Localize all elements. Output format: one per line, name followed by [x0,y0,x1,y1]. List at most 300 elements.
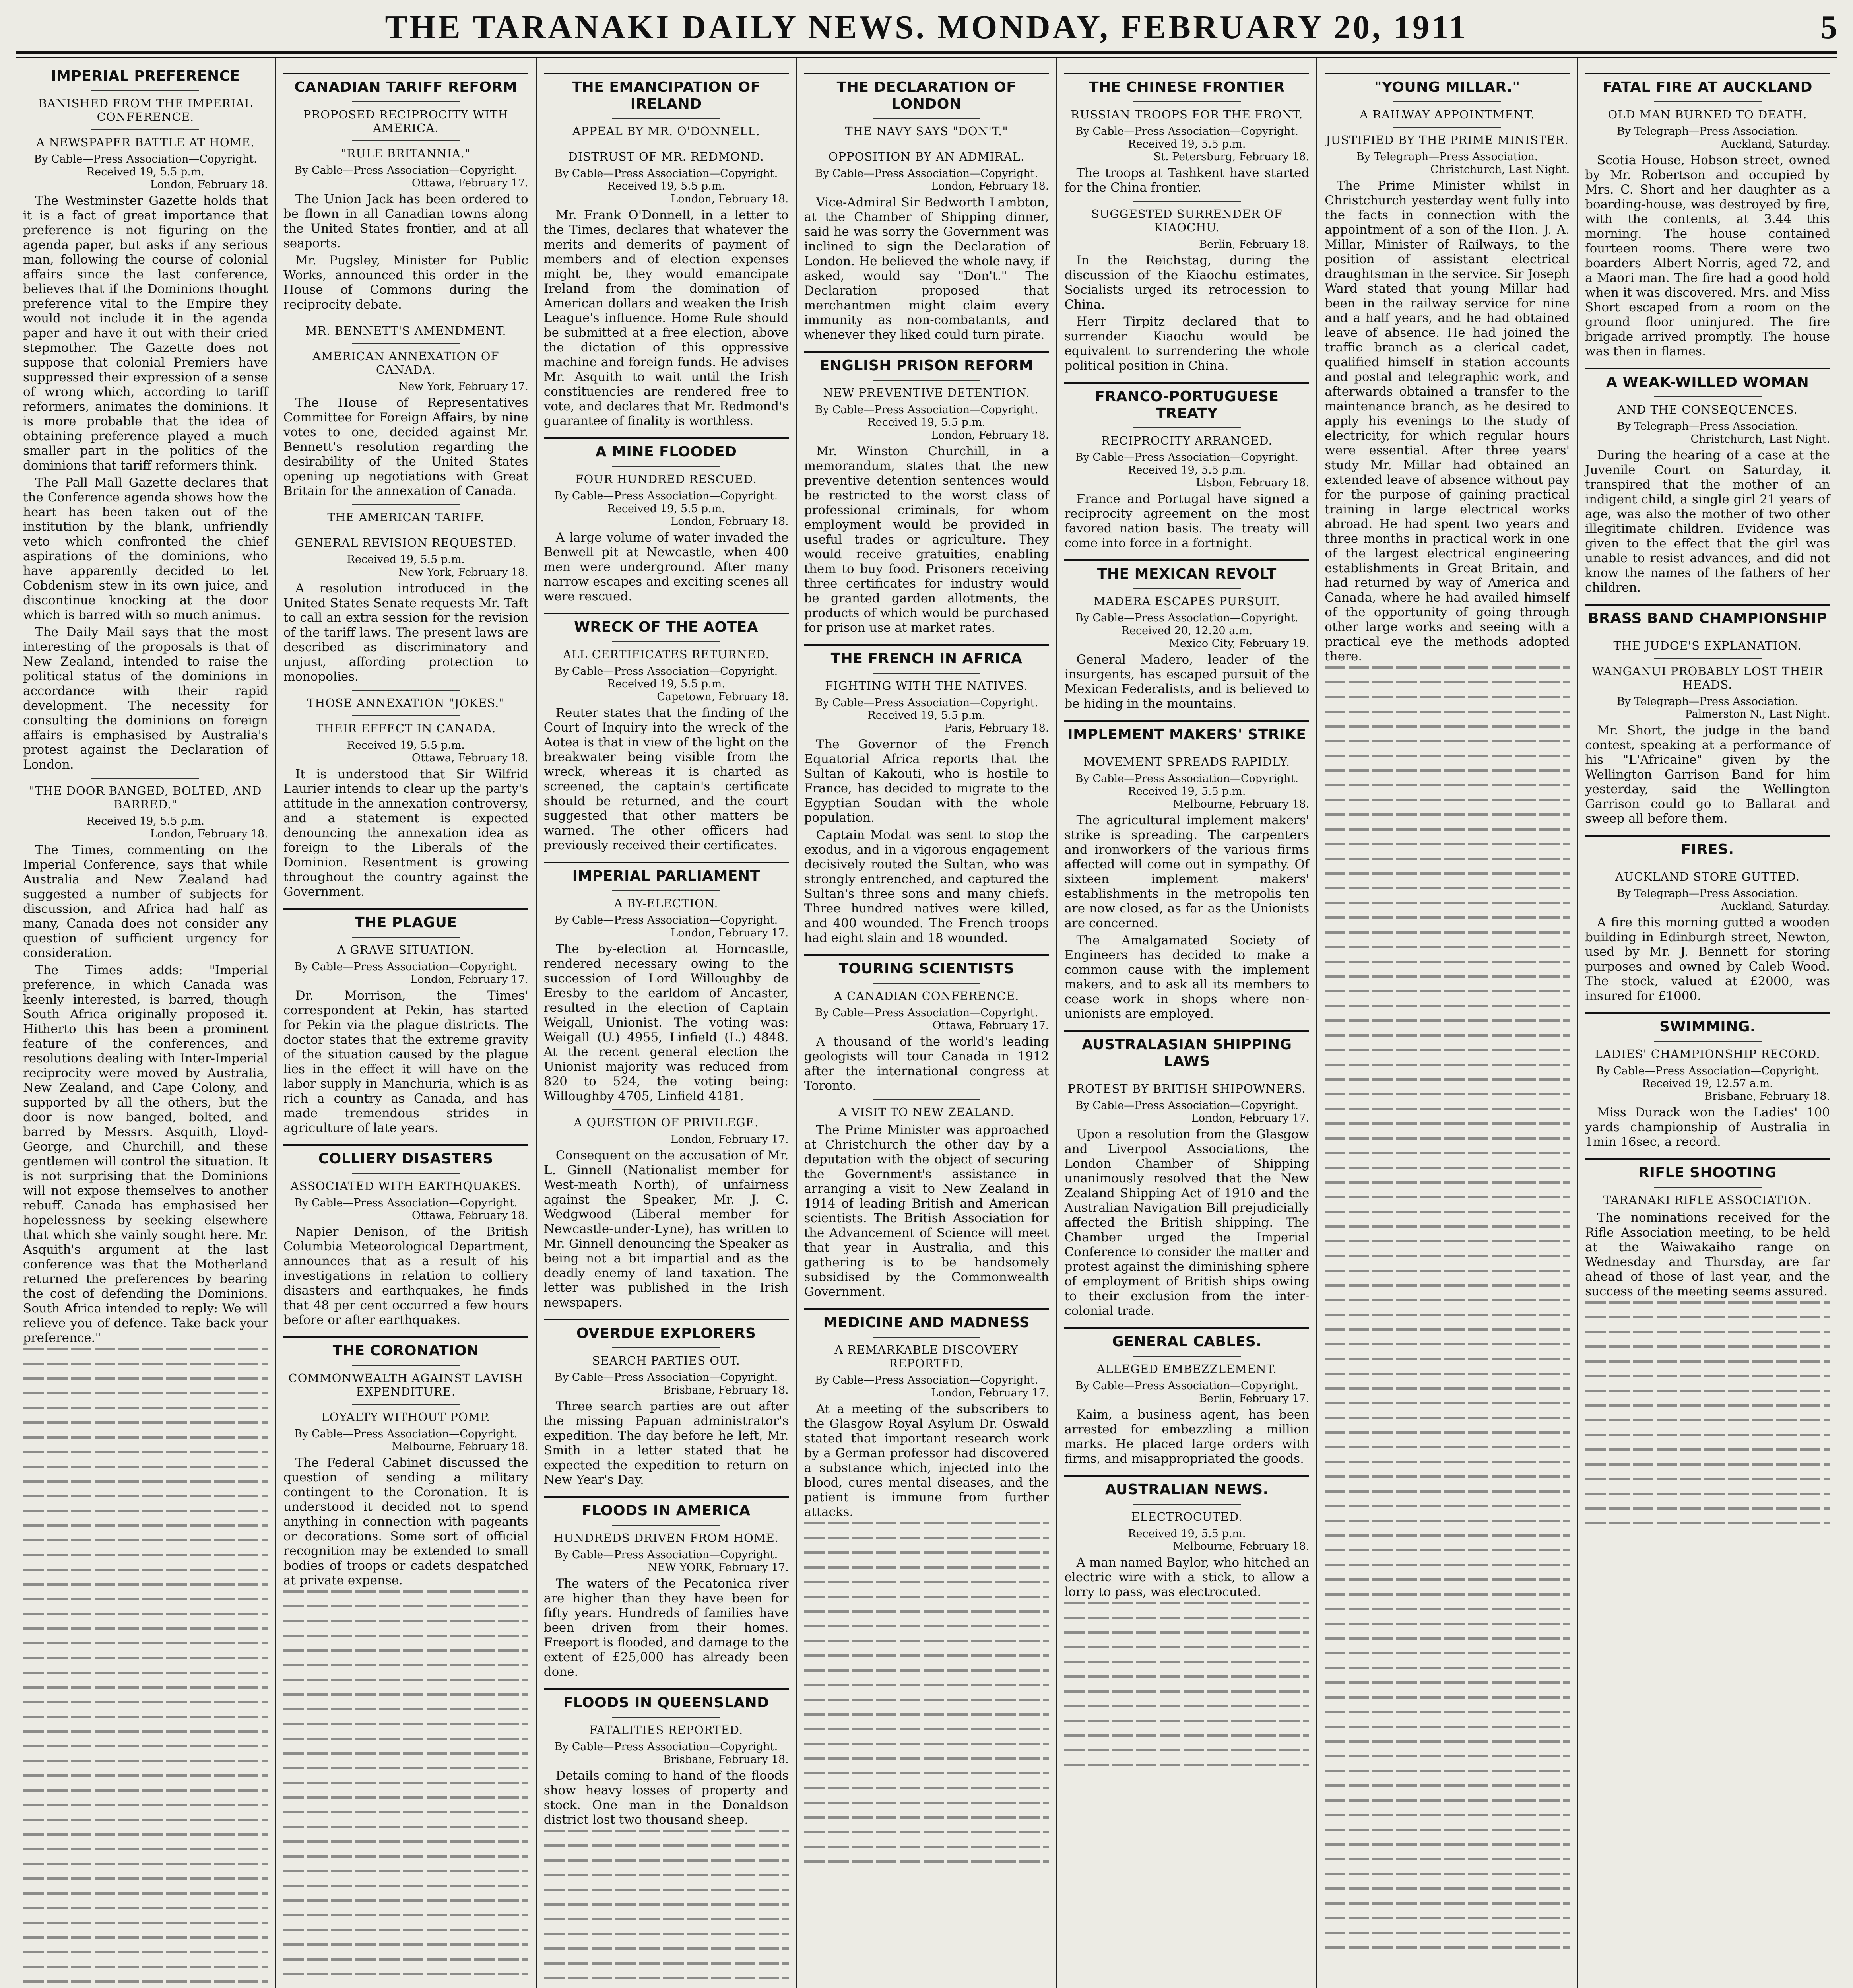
text-line [1585,1331,1830,1333]
text-line [1325,1034,1570,1037]
article-subhead: ASSOCIATED WITH EARTHQUAKES. [290,1179,521,1193]
text-line [1325,1299,1570,1301]
article [283,318,528,499]
article-paragraph: France and Portugal have signed a reciprocity agreement on the most favored nation basis. The treaty will come into force in a fortnight. [1064,492,1310,550]
article-dateline: New York, February 17. [398,381,528,393]
text-line [1064,1734,1309,1737]
subhead-rule [1133,588,1241,589]
text-line [544,1889,789,1891]
article-rule [544,1319,789,1320]
columns [16,58,1837,1988]
article-subhead: MADERA ESCAPES PURSUIT. [1093,594,1281,608]
text-line [804,1596,1049,1598]
text-line [23,1524,268,1527]
article [23,778,268,1345]
article [283,1336,528,1588]
article-byline: By Cable—Press Association—Copyright. [1075,1380,1298,1392]
article-rule [1064,720,1309,722]
text-line [1064,1646,1309,1648]
article-headline: THE CHINESE FRONTIER [1089,79,1285,95]
text-line [23,1833,268,1836]
text-line [283,1605,528,1607]
article-paragraph: The Federal Cabinet discussed the question of sending a military contingent to the Coronation. It is understood it decided not to spend anything in connection with pageants or decorations. Some sort of official recognition may be extended to small bodies of troops or cadets despatched at private expense. [283,1456,528,1588]
article [804,644,1049,945]
text-line [1325,1652,1570,1654]
article-headline: IMPERIAL PREFERENCE [51,68,240,84]
text-line [1325,1755,1570,1757]
article-byline: By Cable—Press Association—Copyright. [555,167,778,180]
article-paragraph: Mr. Pugsley, Minister for Public Works, announced this order in the House of Commons during the reciprocity debate. [283,253,528,312]
article-dateline: London, February 18. [931,180,1049,192]
text-line [1585,1360,1830,1363]
text-line [23,1421,268,1424]
continuation-text-lines [1325,666,1570,1949]
text-line [804,1728,1049,1730]
article-subhead: DISTRUST OF MR. REDMOND. [568,150,764,163]
article-subhead: A RAILWAY APPOINTMENT. [1360,108,1535,121]
text-line [1325,1211,1570,1213]
article-rule [283,908,528,910]
article-subhead: RECIPROCITY ARRANGED. [1101,434,1273,447]
text-line [1325,1328,1570,1331]
text-line [1325,1520,1570,1522]
article-paragraph: Reuter states that the finding of the Court of Inquiry into the wreck of the Aotea is that in view of the light on the breakwater being visible from the wreck, whereas it is charted as screened, the captain's certificate should be returned, and the court suggested that other matters be warned. The other officers had previously received their certificates. [543,706,789,852]
text-line [1585,1390,1830,1392]
text-line [1325,1402,1570,1404]
text-line [23,1583,268,1586]
text-line [23,1407,268,1409]
text-line [1325,1167,1570,1169]
text-line [1325,1858,1570,1860]
article-byline: By Cable—Press Association—Copyright. [1075,125,1298,138]
article-subhead: MR. BENNETT'S AMENDMENT. [305,324,506,338]
subhead-rule [1133,101,1241,102]
text-line [23,1436,268,1439]
article-byline: By Cable—Press Association—Copyright. [815,1007,1038,1019]
article [544,613,789,853]
text-line [1325,1505,1570,1507]
subhead-rule [612,890,720,891]
text-line [1585,1375,1830,1377]
text-line [1325,1137,1570,1140]
subhead-rule [1654,101,1762,102]
article-headline: GENERAL CABLES. [1112,1334,1262,1350]
article-dateline: Ottawa, February 18. [411,1209,528,1222]
article [1064,1475,1309,1600]
subhead-rule [1654,396,1762,397]
text-line [804,1831,1049,1833]
column [537,58,797,1988]
article-paragraph: Mr. Winston Churchill, in a memorandum, states that the new preventive detention sentences would be restricted to the worst class of professional criminals, for whom employment would be provided in useful trades or agriculture. They would receive gratuities, enabling them to buy food. Prisoners receiving three certificates for industry would be granted garden allotments, the products of which would be purchased for prison use at market rates. [804,444,1049,635]
text-line [23,1554,268,1556]
text-line [804,1610,1049,1613]
article-paragraph: The Prime Minister was approached at Christchurch the other day by a deputation with the object of securing the Government's assistance in arranging a visit to New Zealand in 1914 of leading British and American scientists. The British Association for the Advancement of Science will meet that year in Australia, and this gathering is to be handsomely subsidised by the Commonwealth Government. [804,1123,1049,1299]
article-paragraph: The troops at Tashkent have started for the China frontier. [1064,166,1310,195]
text-line [283,1811,528,1813]
article-subhead: FOUR HUNDRED RESCUED. [575,472,757,486]
article-rule [1585,1158,1830,1160]
article [1585,1158,1830,1299]
text-line [544,1977,789,1979]
article-headline: THE PLAGUE [355,914,457,931]
article-byline: By Cable—Press Association—Copyright. [1075,451,1298,464]
text-line [1325,975,1570,978]
article [1585,1012,1830,1149]
article-headline: AUSTRALASIAN SHIPPING LAWS [1082,1037,1292,1070]
article-received: Received 19, 5.5 p.m. [347,739,465,751]
article-dateline: Berlin, February 18. [1199,238,1310,250]
article-subhead: A NEWSPAPER BATTLE AT HOME. [36,136,255,149]
article-paragraph: The waters of the Pecatonica river are higher than they have been for fifty years. Hundreds of families have been driven from their homes. Freeport is flooded, and damage to the extent of £25,000 has already been done. [543,1576,789,1679]
article-subhead: A REMARKABLE DISCOVERY REPORTED. [834,1343,1019,1370]
text-line [1325,1623,1570,1625]
text-line [1325,1446,1570,1448]
subhead-rule [91,778,199,779]
text-line [23,1760,268,1762]
column [1317,58,1578,1988]
text-line [1325,1902,1570,1905]
subhead-rule [873,1337,980,1338]
text-line [1585,1434,1830,1436]
text-line [1325,1049,1570,1051]
text-line [1585,1493,1830,1495]
article-dateline: Brisbane, February 18. [1704,1090,1830,1103]
article-headline: MEDICINE AND MADNESS [823,1314,1030,1331]
article-subhead: MOVEMENT SPREADS RAPIDLY. [1083,755,1290,769]
text-line [1325,887,1570,889]
article-rule [1064,559,1309,561]
text-line [1325,1946,1570,1949]
text-line [1064,1602,1309,1604]
text-line [23,1966,268,1968]
text-line [1325,1608,1570,1610]
article-rule [804,351,1049,353]
article-received: Received 19, 5.5 p.m. [607,180,725,192]
article [1064,382,1309,551]
text-line [1325,1122,1570,1125]
text-line [23,1980,268,1983]
subhead-rule [612,641,720,642]
article [544,1109,789,1310]
text-line [544,1918,789,1920]
text-line [23,1392,268,1394]
article-paragraph: The by-election at Horncastle, rendered necessary owing to the succession of Lord Willoughby de Eresby to the earldom of Ancaster, resulted in the election of Captain Weigall, Unionist. The voting was: Weigall (U.) 4955, Linfield (L.) 4848. At the recent general election the Unionist majority was reduced from 820 to 524, the voting being: Willoughby 4705, Linfield 4181. [543,942,789,1103]
article-dateline: Melbourne, February 18. [1173,1540,1310,1553]
article-subhead: PROTEST BY BRITISH SHIPOWNERS. [1067,1082,1306,1095]
text-line [23,1495,268,1497]
text-line [1064,1661,1309,1663]
article-headline: FIRES. [1681,841,1734,858]
text-line [1325,1373,1570,1375]
article [283,690,528,899]
article-paragraph: The Amalgamated Society of Engineers has decided to make a common cause with the implement makers, and to ask all its members to cease work in shops where non-unionists are employed. [1064,933,1310,1021]
article-headline: FATAL FIRE AT AUCKLAND [1603,79,1812,95]
subhead-rule [352,140,460,141]
continuation-text-lines [283,1590,528,1988]
text-line [1325,931,1570,934]
text-line [1325,1108,1570,1110]
text-line [23,1701,268,1703]
article-subhead: THEIR EFFECT IN CANADA. [316,722,496,735]
text-line [1325,1740,1570,1743]
text-line [1325,1093,1570,1095]
article-dateline: London, February 18. [150,828,268,840]
article-subhead: LOYALTY WITHOUT POMP. [321,1410,491,1424]
text-line [23,1789,268,1792]
subhead-rule [612,118,720,119]
article-byline: By Cable—Press Association—Copyright. [1596,1065,1819,1077]
subhead-rule [873,380,980,381]
text-line [1325,1667,1570,1669]
text-line [283,1635,528,1637]
subhead-rule [612,1109,720,1110]
article-rule [283,1336,528,1338]
text-line [804,1757,1049,1760]
article-rule [544,437,789,439]
article-headline: OVERDUE EXPLORERS [576,1325,756,1342]
text-line [283,1870,528,1872]
article-subhead: ALLEGED EMBEZZLEMENT. [1096,1362,1277,1376]
article-subhead: WANGANUI PROBABLY LOST THEIR HEADS. [1591,664,1824,691]
text-line [1064,1631,1309,1634]
text-line [1325,1270,1570,1272]
article [1585,604,1830,826]
text-line [544,1962,789,1965]
article-dateline: London, February 17. [931,1387,1049,1399]
text-line [1325,769,1570,772]
text-line [283,1590,528,1593]
article-subhead: BANISHED FROM THE IMPERIAL CONFERENCE. [38,97,253,124]
article-paragraph: The Prime Minister whilst in Christchurch yesterday went fully into the facts in connection with the appointment of a son of the Hon. J. A. Millar, Minister of Railways, to the position of assistant electrical draughtsman in the service. Sir Joseph Ward stated that young Millar had been in the railway service for nine and a half years, and he had obtained leave of absence. He had joined the traffic branch as a clerical cadet, qualified himself in station accounts and postal and telegraphic work, and afterwards obtained a transfer to the maintenance branch, as he desired to apply his evenings to the study of electricity, for which regular hours were essential. After three years' study Mr. Millar had obtained an extended leave of absence without pay for the purpose of gaining practical training in large electrical works abroad. He had spent two years and three months in practical work in one of the largest electrical engineering establishments in Great Britain, and had returned by way of America and Canada, where he had availed himself of the opportunity of going through other large works and seeing with a practical eye the methods adopted there. [1325,179,1570,664]
text-line [804,1625,1049,1627]
masthead [16,8,1837,54]
text-line [283,1840,528,1843]
subhead-rule [873,118,980,119]
column [1057,58,1317,1988]
text-line [1064,1720,1309,1722]
subhead-rule [1133,1504,1241,1505]
article [804,1308,1049,1520]
subhead-rule [1654,658,1762,659]
text-line [23,1936,268,1939]
text-line [1325,1461,1570,1463]
article-headline: FLOODS IN QUEENSLAND [563,1695,769,1711]
text-line [1585,1507,1830,1510]
article-subhead: APPEAL BY MR. O'DONNELL. [572,124,760,138]
text-line [283,1958,528,1961]
text-line [1325,1417,1570,1419]
text-line [23,1774,268,1777]
text-line [1325,1490,1570,1493]
article-rule [1064,1475,1309,1477]
subhead-rule [1393,127,1501,128]
article-subhead: TARANAKI RIFLE ASSOCIATION. [1603,1193,1812,1207]
text-line [1325,813,1570,816]
text-line [1064,1749,1309,1751]
article-dateline: London, February 17. [1191,1112,1310,1124]
article-rule [544,1496,789,1498]
text-line [804,1669,1049,1672]
text-line [23,1377,268,1380]
text-line [23,1627,268,1630]
article-dateline: London, February 17. [671,1133,789,1145]
text-line [1325,1696,1570,1699]
text-line [1325,990,1570,992]
subhead-rule [91,90,199,91]
text-line [283,1620,528,1622]
article-paragraph: The Union Jack has been ordered to be flown in all Canadian towns along the United States frontier, and at all seaports. [283,192,528,250]
text-line [804,1816,1049,1819]
article-paragraph: The Times, commenting on the Imperial Conference, says that while Australia and New Zealand had suggested a number of subjects for discussion, and Africa had half as many, Canada does not consider any question of sufficient urgency for consideration. [23,843,268,960]
article-received: Received 19, 5.5 p.m. [86,166,205,178]
article-headline: A MINE FLOODED [595,444,737,460]
text-line [23,1466,268,1468]
text-line [1325,784,1570,786]
text-line [1325,1343,1570,1345]
text-line [1325,681,1570,683]
text-line [283,1767,528,1769]
text-line [23,1951,268,1953]
text-line [23,1539,268,1541]
text-line [1325,1255,1570,1257]
article-paragraph: A fire this morning gutted a wooden building in Edinburgh street, Newton, used by Mr. J. Bennett for storing purposes and owned by Caleb Wood. The stock, valued at £2000, was insured for £1000. [1585,915,1830,1003]
article-paragraph: Details coming to hand of the floods show heavy losses of property and stock. One man in the Donaldson district lost two thousand sheep. [543,1769,789,1827]
article-rule [1064,1030,1309,1032]
text-line [1325,1549,1570,1551]
text-line [23,1730,268,1733]
text-line [1325,1387,1570,1390]
text-line [23,1480,268,1483]
article-dateline: London, February 17. [410,973,528,986]
article-paragraph: At a meeting of the subscribers to the Glasgow Royal Asylum Dr. Oswald stated that important research work by a German professor had discovered a substance which, injected into the blood, cures mental diseases, and the patient is immune from further attacks. [804,1402,1049,1519]
article-headline: ENGLISH PRISON REFORM [819,357,1034,374]
article [1064,1327,1309,1466]
text-line [283,1855,528,1858]
article [23,68,268,772]
article-byline: By Telegraph—Press Association. [1616,420,1799,433]
article [1585,73,1830,359]
text-line [23,1892,268,1895]
article-headline: WRECK OF THE AOTEA [574,619,759,635]
subhead-rule [1654,1041,1762,1042]
page-number: 5 [1820,9,1837,46]
article-subhead: ALL CERTIFICATES RETURNED. [563,648,770,661]
column [16,58,276,1988]
article-received: Received 19, 5.5 p.m. [867,709,986,722]
article-paragraph: During the hearing of a case at the Juvenile Court on Saturday, it transpired that the mother of an indigent child, a single girl 21 years of age, was also the mother of two other illegitimate children. Evidence was given to the effect that the girl was unable to resist advances, and did not know the names of the fathers of her children. [1585,448,1830,595]
subhead-rule [1393,101,1501,102]
text-line [1325,1770,1570,1772]
article-received: Received 19, 5.5 p.m. [1128,138,1246,150]
article-dateline: Lisbon, February 18. [1196,477,1310,489]
article-subhead: THOSE ANNEXATION "JOKES." [307,696,505,710]
article-headline: SWIMMING. [1659,1019,1756,1035]
subhead-rule [352,937,460,938]
article-dateline: Melbourne, February 18. [392,1441,528,1453]
article-paragraph: The agricultural implement makers' strike is spreading. The carpenters and ironworkers of the various firms affected will come out in sympathy. Of sixteen implement makers' establishments in the metropolis ten are now closed, as far as the Unionists are concerned. [1064,813,1310,930]
text-line [1325,843,1570,845]
text-line [804,1846,1049,1848]
text-line [23,1348,268,1350]
article [804,1099,1049,1299]
article [1585,835,1830,1004]
newspaper-title: THE TARANAKI DAILY NEWS. MONDAY, FEBRUARY 20, 1911 [385,9,1468,46]
text-line [23,1363,268,1365]
article-paragraph: A man named Baylor, who hitched an electric wire with a stick, to allow a lorry to pass, was electrocuted. [1064,1555,1310,1599]
text-line [1585,1316,1830,1318]
article-subhead: AUCKLAND STORE GUTTED. [1615,870,1800,883]
text-line [1325,1887,1570,1890]
article-dateline: London, February 18. [671,193,789,205]
text-line [23,1907,268,1909]
article [1064,201,1309,373]
article-rule [1064,382,1309,384]
article [544,862,789,1104]
article-rule [544,613,789,614]
article-headline: AUSTRALIAN NEWS. [1105,1481,1269,1498]
text-line [804,1551,1049,1554]
text-line [1325,1681,1570,1684]
subhead-rule [352,1365,460,1366]
text-line [283,1738,528,1740]
article [544,73,789,429]
text-line [804,1654,1049,1657]
article [804,351,1049,635]
article-dateline: New York, February 18. [398,566,528,579]
text-line [23,1657,268,1659]
article-byline: By Cable—Press Association—Copyright. [555,665,778,678]
article-dateline: Ottawa, February 17. [411,177,528,189]
subhead-rule [612,1717,720,1718]
text-line [1325,799,1570,801]
article-headline: THE CORONATION [332,1343,479,1359]
article-dateline: Melbourne, February 18. [1173,798,1310,810]
text-line [1064,1690,1309,1693]
article-rule [1064,73,1309,74]
continuation-text-lines [1064,1602,1309,1766]
text-line [1325,1005,1570,1007]
article-headline: BRASS BAND CHAMPIONSHIP [1588,610,1827,627]
article-rule [544,1688,789,1690]
article [544,437,789,604]
text-line [1325,858,1570,860]
article-subhead: ELECTROCUTED. [1131,1510,1243,1524]
article-subhead: COMMONWEALTH AGAINST LAVISH EXPENDITURE. [288,1371,524,1398]
article-byline: By Telegraph—Press Association. [1616,125,1799,138]
article-byline: By Cable—Press Association—Copyright. [815,1374,1038,1386]
article-received: Received 19, 5.5 p.m. [86,815,205,827]
article-subhead: THE NAVY SAYS "DON'T." [845,124,1008,138]
text-line [283,1693,528,1696]
article [544,1688,789,1827]
subhead-rule [1133,201,1241,202]
text-line [1325,1593,1570,1596]
text-line [1064,1617,1309,1619]
article-dateline: Brisbane, February 18. [663,1384,789,1396]
article-headline: CANADIAN TARIFF REFORM [294,79,518,95]
text-line [544,1874,789,1876]
text-line [23,1686,268,1689]
text-line [544,1903,789,1906]
text-line [283,1708,528,1710]
text-line [1325,1843,1570,1846]
subhead-rule [1133,427,1241,428]
article-dateline: London, February 18. [931,429,1049,441]
article-byline: By Cable—Press Association—Copyright. [555,914,778,926]
text-line [544,1947,789,1950]
text-line [23,1642,268,1644]
article-byline: By Cable—Press Association—Copyright. [555,1741,778,1753]
